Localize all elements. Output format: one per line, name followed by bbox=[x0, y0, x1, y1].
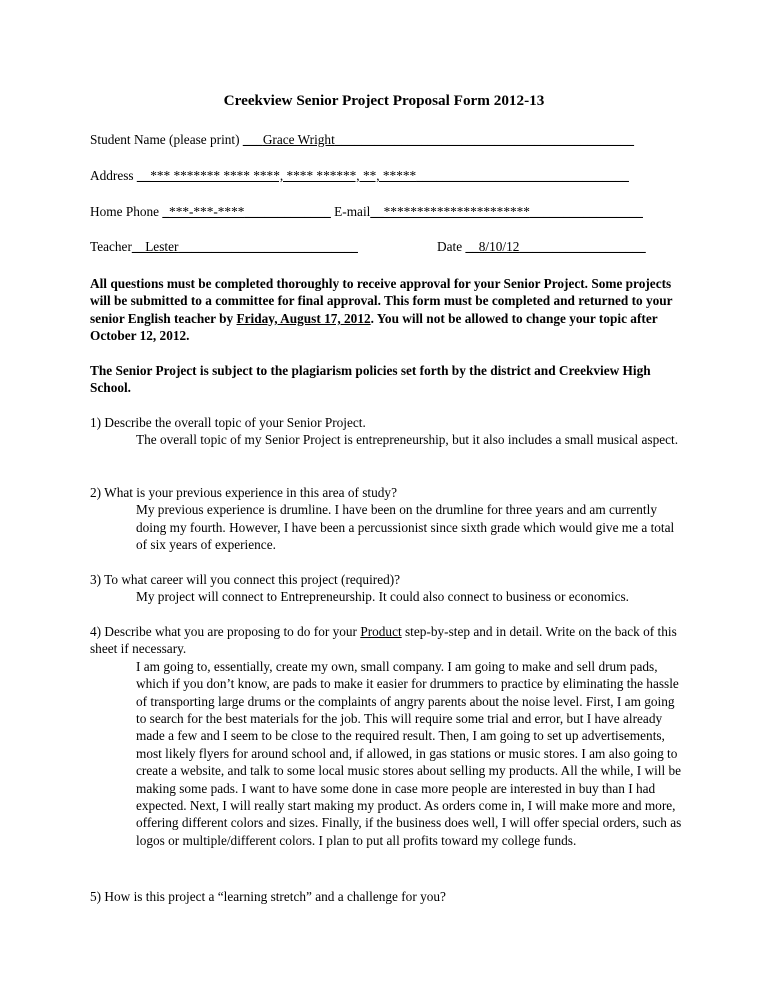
home-phone-blank-post: _____________ bbox=[244, 204, 331, 219]
question-4-text-post: step-by-step and in detail. Write on the back of this sheet if necessary. bbox=[90, 624, 677, 657]
email-value: __********************** bbox=[370, 204, 530, 219]
teacher-label: Teacher bbox=[90, 239, 132, 254]
answer-2-text: My previous experience is drumline. I have been on the drumline for three years and am currently doing my fourth. However, I have been a percussionist since sixth grade which would give me a total of six years of experience. bbox=[136, 502, 675, 553]
address-blank-post: ________________________________ bbox=[416, 168, 629, 183]
home-phone-value: _***-***-**** bbox=[162, 204, 245, 219]
answer-3-text: My project will connect to Entrepreneurship. It could also connect to business or economics. bbox=[136, 589, 629, 605]
teacher-blank-post: ___________________________ bbox=[178, 239, 358, 254]
plagiarism-paragraph bbox=[90, 362, 682, 397]
question-3-text: 3) To what career will you connect this project (required)? bbox=[90, 572, 401, 587]
student-name-blank-post: _____________________________________________ bbox=[334, 132, 634, 147]
instructions-text-1: All questions must be completed thoroughly to receive approval for your Senior Project. Some projects will be submitted to a committee for final approval. This form must be completed and returned to your senior English teacher by bbox=[90, 276, 673, 326]
student-name-blank-pre: ___ bbox=[242, 132, 263, 147]
email-label: E-mail bbox=[330, 204, 371, 219]
address-line bbox=[90, 167, 629, 184]
answer-4-text: I am going to, essentially, create my own, small company. I am going to make and sell drum pads, which if you don’t know, are pads to make it easier for drummers to practice by eliminating the hassle of transporting large drums or the complaints of angry parents about the noise level. First, I am going to search for the best materials for the job. This will require some trial and error, but I have already made a few and I seem to be close to the required result. Then, I am going to set up advertisements, most likely flyers for around school and, if allowed, in gas stations or music stores. I am also going to create a website, and talk to some local music stores about selling my products. All the while, I will be making some pads. I want to have some done in case more people are interested in buy than I had expected. Next, I will really start making my product. As orders come in, I will make more and more, offering different colors and sizes. Finally, if the business does well, I will offer special orders, such as logos or multiple/different colors. I plan to put all profits toward my college funds. bbox=[136, 658, 682, 848]
product-word: Product bbox=[360, 624, 402, 639]
form-title: Creekview Senior Project Proposal Form 2012-13 bbox=[223, 92, 545, 109]
deadline-date: Friday, August 17, 2012 bbox=[236, 310, 371, 326]
date-value: __8/10/12 bbox=[465, 239, 520, 254]
date-blank-post: ___________________ bbox=[519, 239, 646, 254]
email-blank-post: _________________ bbox=[529, 204, 643, 219]
question-3 bbox=[90, 571, 682, 606]
student-name-label: Student Name (please print) bbox=[90, 132, 243, 147]
teacher-line bbox=[90, 238, 358, 255]
question-1-text: 1) Describe the overall topic of your Senior Project. bbox=[90, 415, 366, 430]
question-2 bbox=[90, 484, 682, 554]
address-value: __*** ******* **** ****, **** ******, **, ***** bbox=[136, 168, 417, 183]
instructions-paragraph bbox=[90, 275, 682, 345]
plagiarism-text: The Senior Project is subject to the plagiarism policies set forth by the district and Creekview High School. bbox=[90, 363, 651, 396]
student-name-line bbox=[90, 131, 634, 148]
question-4 bbox=[90, 623, 682, 849]
question-4-text-pre: 4) Describe what you are proposing to do for your bbox=[90, 624, 361, 639]
teacher-value: __Lester bbox=[131, 239, 179, 254]
phone-email-line bbox=[90, 203, 643, 220]
instructions-text-2: . You will not be allowed to change your topic after October 12, 2012. bbox=[90, 310, 658, 344]
answer-1-text: The overall topic of my Senior Project is entrepreneurship, but it also includes a small musical aspect. bbox=[136, 432, 679, 448]
date-label: Date bbox=[437, 239, 466, 254]
question-2-text: 2) What is your previous experience in this area of study? bbox=[90, 485, 397, 500]
date-field bbox=[437, 238, 646, 255]
question-1 bbox=[90, 414, 682, 449]
address-label: Address bbox=[90, 168, 137, 183]
student-name-value: Grace Wright bbox=[262, 132, 335, 147]
question-5 bbox=[90, 888, 682, 905]
home-phone-label: Home Phone bbox=[90, 204, 163, 219]
question-5-text: 5) How is this project a “learning stretch” and a challenge for you? bbox=[90, 889, 446, 904]
